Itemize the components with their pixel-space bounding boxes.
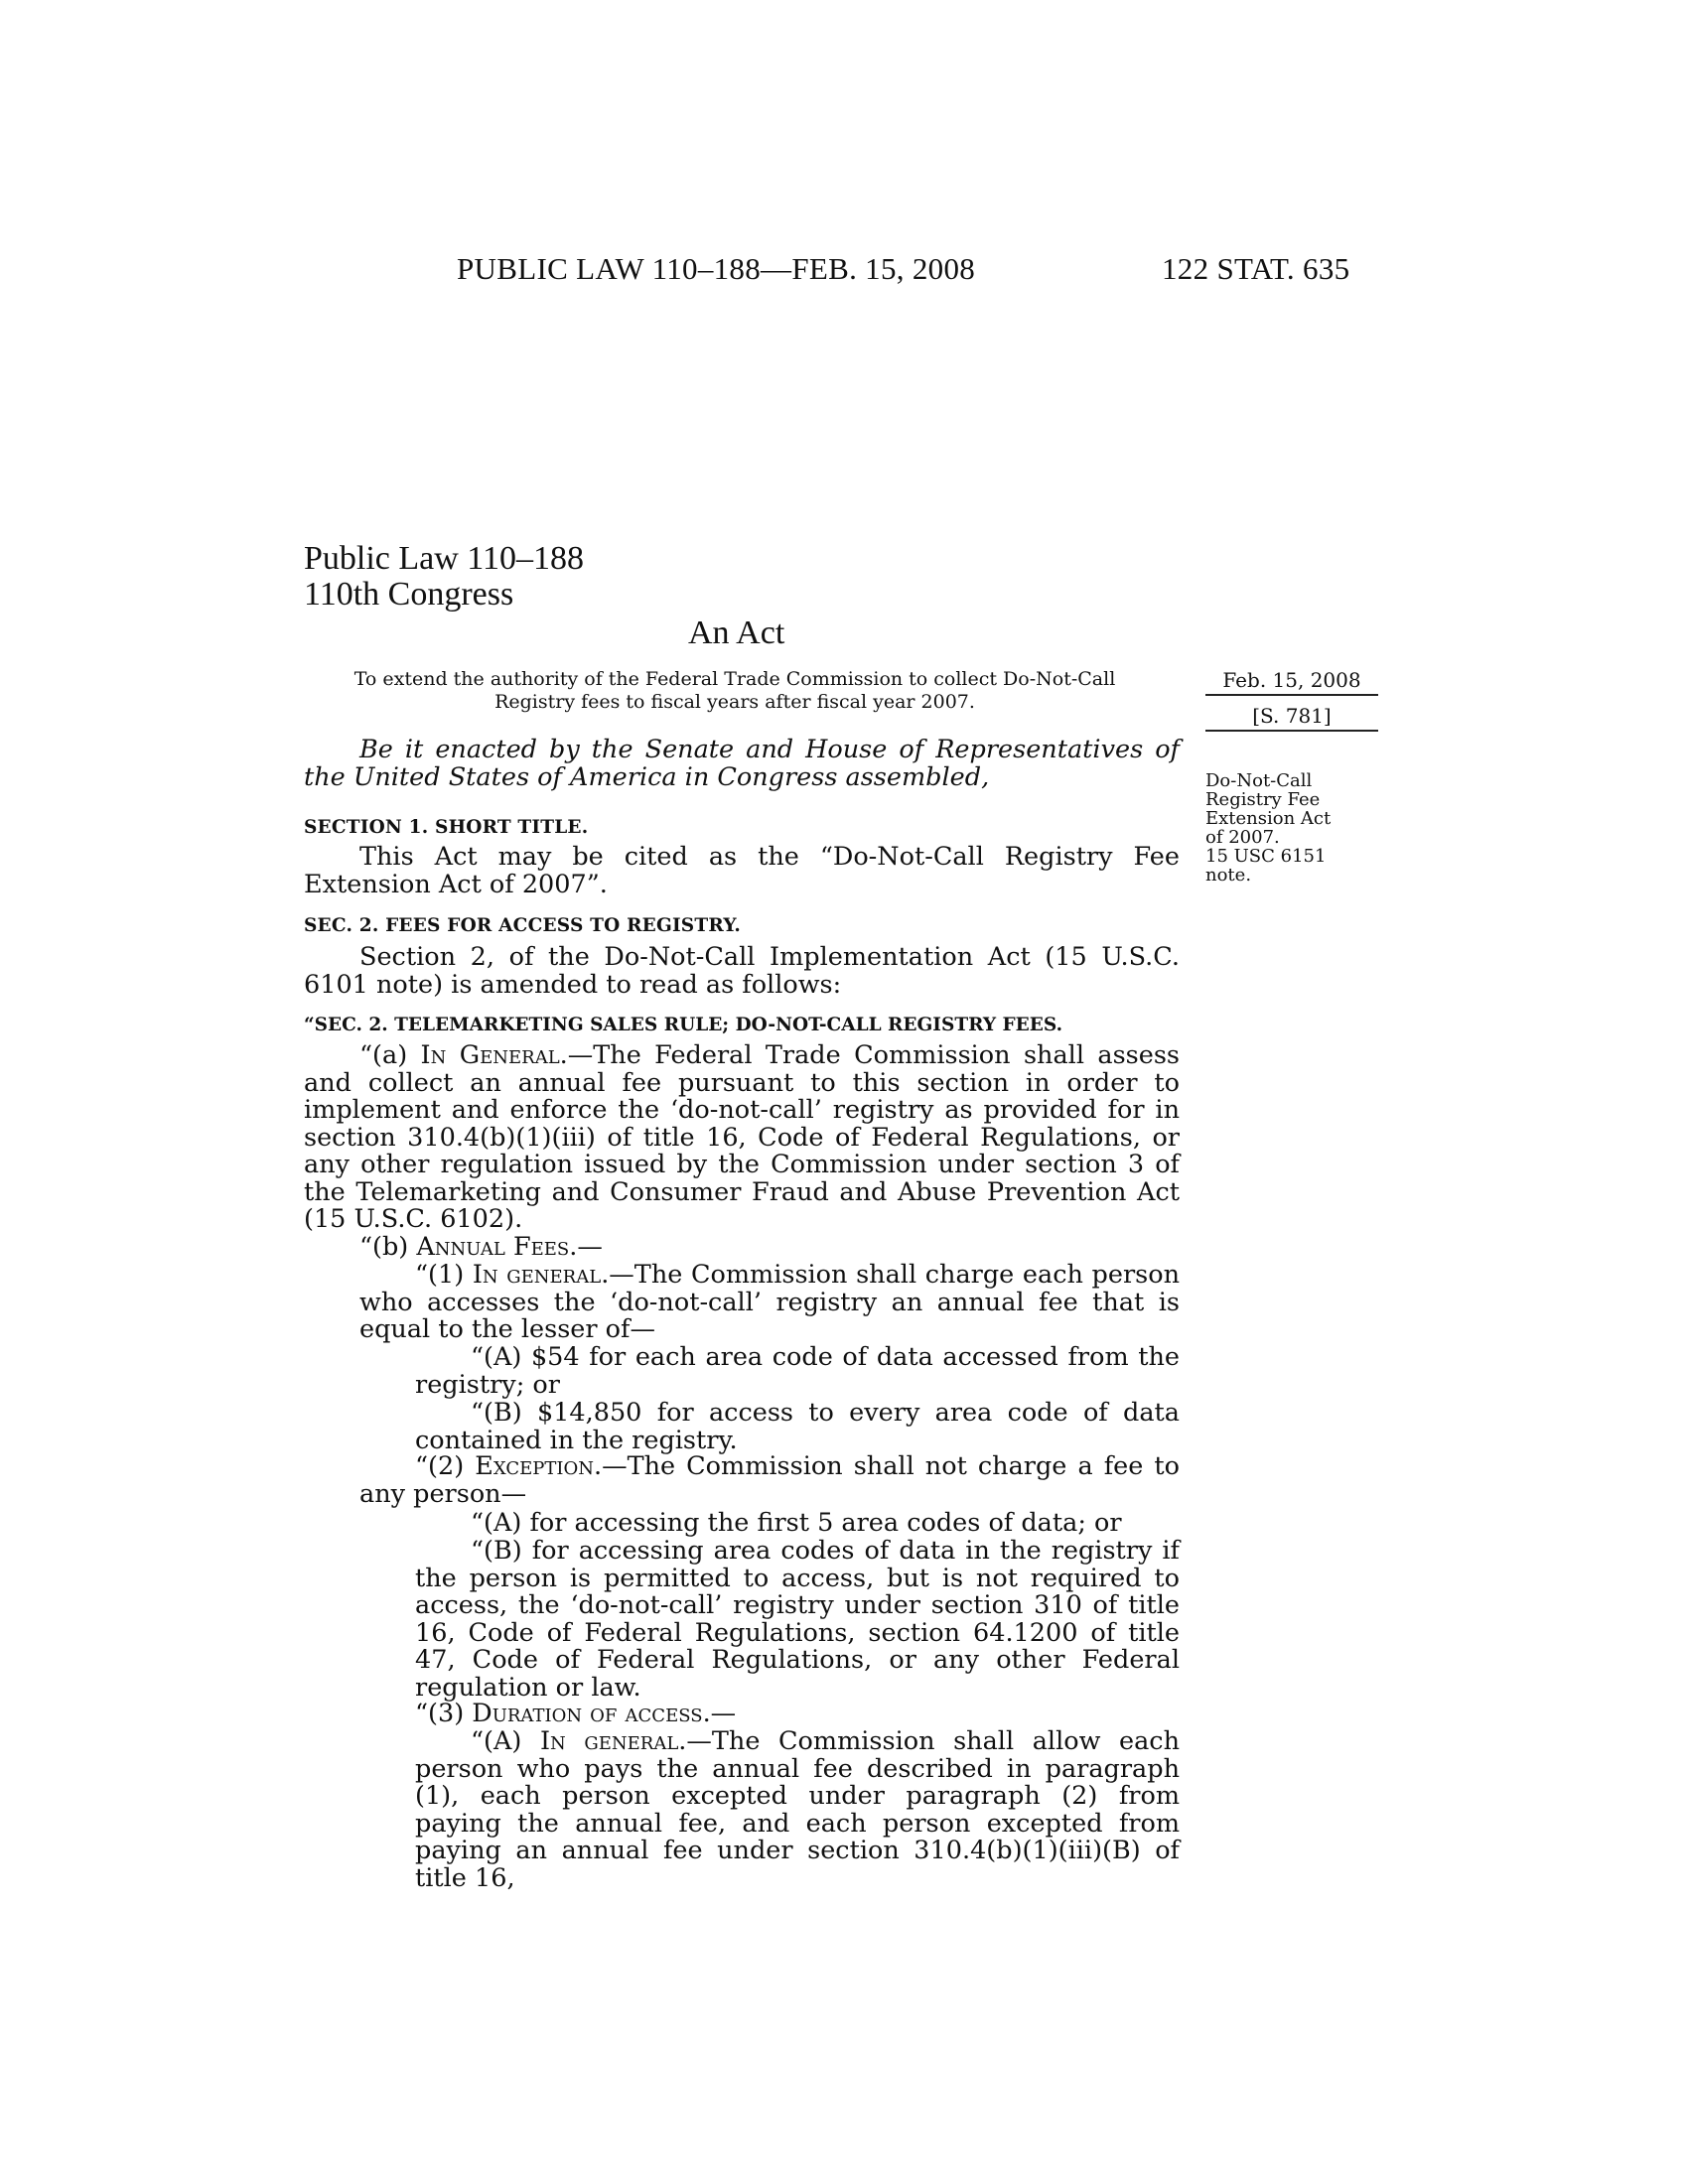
subparagraph-b3A [415, 1728, 1180, 1892]
enacting-clause [304, 737, 1180, 791]
margin-rule [1205, 694, 1378, 696]
law-number: Public Law 110–188 [304, 540, 585, 577]
subparagraph-b2A: “(A) for accessing the first 5 area codes of data; or [471, 1508, 1122, 1538]
paragraph-caption: In General [420, 1040, 560, 1070]
margin-note-line: note. [1205, 865, 1252, 886]
paragraph-text: .— [569, 1232, 603, 1262]
margin-rule [1205, 730, 1378, 732]
subparagraph-b1B: “(B) $14,850 for access to every area code of data contained in the registry. [415, 1398, 1180, 1455]
paragraph-text: .—The Commission shall charge each person who accesses the ‘do-not-call’ registry an annual fee that is equal to the lesser of— [359, 1260, 1181, 1344]
paragraph-marker: “(b) [359, 1232, 417, 1262]
paragraph-marker: “(1) [415, 1260, 473, 1290]
paragraph-b1 [359, 1262, 1180, 1344]
subparagraph-b1A: “(A) $54 for each area code of data accessed from the registry; or [415, 1342, 1180, 1400]
enacting-line: the United States of America in Congress assembled, [304, 761, 990, 792]
margin-note-short-title [1205, 771, 1331, 885]
paragraph-text: .—The Commission shall allow each person who pays the annual fee described in paragraph (1), each person excepted under paragraph (2) from paying the annual fee, and each person excepted from paying an annual fee under section 310.4(b)(1)(iii)(B) of title 16, [415, 1726, 1181, 1893]
margin-note-line: Do-Not-Call [1205, 770, 1313, 791]
section-heading: SECTION 1. SHORT TITLE. [304, 817, 589, 838]
margin-note-line: Registry Fee [1205, 789, 1321, 810]
paragraph-caption: In general [472, 1260, 602, 1290]
paragraph-caption: Duration of access [472, 1699, 703, 1728]
enacting-line: Be it enacted by the Senate and House of Representatives of [359, 735, 1180, 764]
purpose-line: Registry fees to fiscal years after fiscal year 2007. [494, 691, 975, 713]
paragraph-caption: Annual Fees [416, 1232, 570, 1262]
purpose-statement [328, 668, 1142, 714]
paragraph-marker: “(A) [471, 1726, 540, 1756]
margin-date: Feb. 15, 2008 [1222, 668, 1361, 692]
running-header-citation: PUBLIC LAW 110–188—FEB. 15, 2008 [457, 251, 976, 286]
paragraph-caption: Exception [475, 1451, 594, 1481]
quoted-section-heading: “SEC. 2. TELEMARKETING SALES RULE; DO-NOT-CALL REGISTRY FEES. [304, 1015, 1063, 1035]
section-heading: SEC. 2. FEES FOR ACCESS TO REGISTRY. [304, 915, 741, 936]
section-text: Section 2, of the Do-Not-Call Implementation Act (15 U.S.C. 6101 note) is amended to read as follows: [304, 942, 1180, 1000]
subparagraph-b2B: “(B) for accessing area codes of data in the registry if the person is permitted to access, but is not required to access, the ‘do-not-call’ registry under section 310 of title 16, Code of Federal Regulations, section 64.1200 of title 47, Code of Federal Regulations, or any other Federal regulation or law. [415, 1536, 1180, 1703]
paragraph-b3 [415, 1701, 736, 1728]
margin-note-line: of 2007. [1205, 827, 1280, 848]
section-text: This Act may be cited as the “Do-Not-Call Registry Fee Extension Act of 2007”. [304, 842, 1180, 899]
purpose-line: To extend the authority of the Federal Trade Commission to collect Do-Not-Call [353, 668, 1116, 690]
subsection-a [304, 1042, 1180, 1234]
margin-bill-number: [S. 781] [1252, 704, 1332, 728]
paragraph-text: .—The Commission shall not charge a fee to any person— [359, 1451, 1180, 1509]
paragraph-marker: “(3) [415, 1699, 473, 1728]
act-label: An Act [688, 614, 785, 651]
congress-number: 110th Congress [304, 576, 514, 613]
margin-note-line: Extension Act [1205, 808, 1332, 829]
paragraph-caption: In general [539, 1726, 679, 1756]
page-number: 122 STAT. 635 [1162, 251, 1350, 286]
paragraph-marker: “(2) [415, 1451, 476, 1481]
paragraph-marker: “(a) [359, 1040, 421, 1070]
paragraph-text: .—The Federal Trade Commission shall assess and collect an annual fee pursuant to this section in order to implement and enforce the ‘do-not-call’ registry as provided for in section 310.4(b)(1)(iii) of title 16, Code of Federal Regulations, or any other regulation issued by the Commission under section 3 of the Telemarketing and Consumer Fraud and Abuse Prevention Act (15 U.S.C. 6102). [304, 1040, 1181, 1234]
paragraph-b2 [359, 1453, 1180, 1508]
margin-note-line: 15 USC 6151 [1205, 846, 1327, 867]
subsection-b [359, 1234, 603, 1262]
paragraph-text: .— [702, 1699, 737, 1728]
